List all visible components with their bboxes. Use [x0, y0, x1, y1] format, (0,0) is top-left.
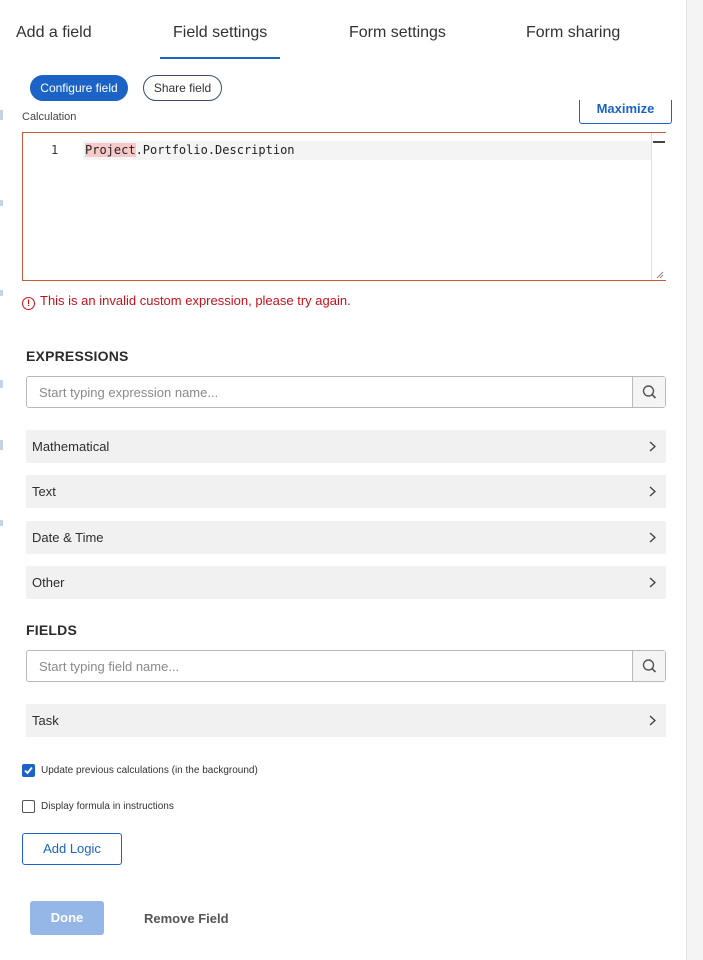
tab-field-settings[interactable]: Field settings	[173, 24, 268, 41]
field-search-input[interactable]	[27, 651, 633, 681]
category-label: Mathematical	[32, 439, 110, 454]
field-search-button[interactable]	[632, 651, 665, 681]
field-search	[26, 650, 666, 682]
category-label: Date & Time	[32, 530, 104, 545]
resize-handle-icon[interactable]	[656, 271, 664, 279]
code-line	[85, 143, 295, 157]
checkmark-icon	[23, 765, 34, 776]
expression-category-text[interactable]	[26, 475, 666, 508]
update-previous-label: Update previous calculations (in the background)	[41, 765, 258, 776]
tab-form-settings[interactable]: Form settings	[349, 24, 446, 41]
expression-category-date-time[interactable]	[26, 521, 666, 554]
line-number: 1	[51, 143, 59, 157]
configure-field-button[interactable]: Configure field	[30, 75, 128, 101]
display-formula-label: Display formula in instructions	[41, 801, 174, 812]
chevron-right-icon	[649, 486, 656, 497]
editor-scroll-thumb[interactable]	[653, 141, 665, 143]
add-logic-button[interactable]: Add Logic	[22, 833, 122, 865]
search-icon	[633, 651, 666, 681]
code-remainder: .Portfolio.Description	[135, 143, 295, 157]
done-button[interactable]: Done	[30, 901, 104, 935]
display-formula-checkbox[interactable]	[22, 800, 35, 813]
category-label: Task	[32, 713, 59, 728]
error-text: This is an invalid custom expression, please try again.	[40, 293, 351, 308]
maximize-button[interactable]: Maximize	[579, 100, 672, 124]
editor-scrollbar[interactable]	[651, 133, 666, 280]
category-label: Text	[32, 484, 56, 499]
expression-search-button[interactable]	[632, 377, 665, 407]
expression-search-input[interactable]	[27, 377, 633, 407]
calculation-label: Calculation	[22, 111, 77, 123]
category-label: Other	[32, 575, 65, 590]
error-message	[22, 293, 351, 310]
tab-form-sharing[interactable]: Form sharing	[526, 24, 621, 41]
remove-field-button[interactable]: Remove Field	[144, 911, 229, 926]
field-category-task[interactable]	[26, 704, 666, 737]
fields-heading: FIELDS	[26, 622, 77, 638]
chevron-right-icon	[649, 532, 656, 543]
left-edge-decoration	[0, 0, 3, 960]
update-previous-checkbox[interactable]	[22, 764, 35, 777]
error-token: Project	[85, 143, 136, 157]
tab-bar	[0, 0, 686, 60]
chevron-right-icon	[649, 715, 656, 726]
error-icon: !	[22, 297, 35, 310]
calculation-editor[interactable]	[22, 132, 666, 281]
expression-category-other[interactable]	[26, 566, 666, 599]
chevron-right-icon	[649, 577, 656, 588]
expressions-heading: EXPRESSIONS	[26, 348, 129, 364]
tab-add-a-field[interactable]: Add a field	[16, 24, 92, 41]
expression-category-mathematical[interactable]	[26, 430, 666, 463]
search-icon	[633, 377, 666, 407]
right-scroll-gutter	[686, 0, 703, 960]
chevron-right-icon	[649, 441, 656, 452]
expression-search	[26, 376, 666, 408]
share-field-button[interactable]: Share field	[143, 75, 222, 101]
